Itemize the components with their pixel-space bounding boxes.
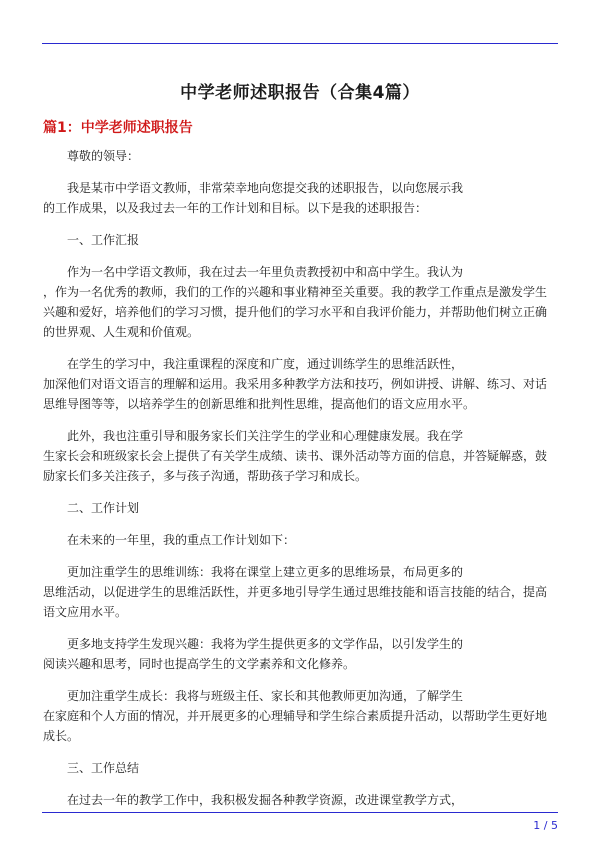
document-body	[43, 146, 563, 822]
paragraph-line: 在未来的一年里，我的重点工作计划如下：	[67, 533, 296, 547]
paragraph-line: 思维活动，以促进学生的思维活跃性，并更多地引导学生通过思维技能和语言技能的结合，提高	[43, 585, 548, 599]
paragraph	[43, 354, 563, 414]
paragraph-line: 的世界观、人生观和价值观。	[43, 325, 200, 339]
paragraph-line: 更加注重学生的思维训练：我将在课堂上建立更多的思维场景，布局更多的	[67, 565, 464, 579]
paragraph-line: 此外，我也注重引导和服务家长们关注学生的学业和心理健康发展。我在学	[67, 429, 464, 443]
paragraph-line: 更加注重学生成长：我将与班级主任、家长和其他教师更加沟通，了解学生	[67, 689, 464, 703]
page-indicator: 1 / 5	[533, 819, 558, 832]
paragraph	[43, 426, 563, 486]
paragraph	[43, 686, 563, 746]
paragraph-line: 语文应用水平。	[43, 605, 128, 619]
paragraph	[43, 758, 563, 778]
section-heading: 篇1：中学老师述职报告	[43, 120, 193, 136]
paragraph-line: ，作为一名优秀的教师，我们的工作的兴趣和事业精神至关重要。我的教学工作重点是激发学生	[43, 285, 548, 299]
paragraph	[43, 146, 563, 166]
paragraph	[43, 790, 563, 810]
paragraph-line: 加深他们对语文语言的理解和运用。我采用多种教学方法和技巧，例如讲授、讲解、练习、对话	[43, 377, 548, 391]
paragraph-line: 思维导图等等，以培养学生的创新思维和批判性思维，提高他们的语文应用水平。	[43, 397, 476, 411]
paragraph-line: 兴趣和爱好，培养他们的学习习惯，提升他们的学习水平和自我评价能力，并帮助他们树立正确	[43, 305, 548, 319]
paragraph-line: 在过去一年的教学工作中，我积极发掘各种教学资源，改进课堂教学方式，	[67, 793, 464, 807]
paragraph-line: 在家庭和个人方面的情况，并开展更多的心理辅导和学生综合素质提升活动，以帮助学生更好地	[43, 709, 548, 723]
paragraph	[43, 562, 563, 622]
paragraph-line: 的工作成果，以及我过去一年的工作计划和目标。以下是我的述职报告：	[43, 201, 428, 215]
document-title: 中学老师述职报告（合集4篇）	[180, 83, 420, 103]
paragraph-line: 生家长会和班级家长会上提供了有关学生成绩、读书、课外活动等方面的信息，并答疑解惑，鼓	[43, 449, 548, 463]
paragraph-line: 二、工作计划	[67, 501, 140, 515]
header-rule	[42, 43, 558, 44]
paragraph-line: 励家长们多关注孩子，多与孩子沟通，帮助孩子学习和成长。	[43, 469, 368, 483]
paragraph	[43, 634, 563, 674]
paragraph	[43, 230, 563, 250]
paragraph-line: 更多地支持学生发现兴趣：我将为学生提供更多的文学作品，以引发学生的	[67, 637, 464, 651]
paragraph	[43, 530, 563, 550]
paragraph-line: 成长。	[43, 729, 80, 743]
paragraph-line: 尊敬的领导：	[67, 149, 140, 163]
paragraph-line: 阅读兴趣和思考，同时也提高学生的文学素养和文化修养。	[43, 657, 356, 671]
paragraph-line: 作为一名中学语文教师，我在过去一年里负责教授初中和高中学生。我认为	[67, 265, 464, 279]
paragraph-line: 在学生的学习中，我注重课程的深度和广度，通过训练学生的思维活跃性，	[67, 357, 464, 371]
paragraph	[43, 262, 563, 342]
paragraph	[43, 498, 563, 518]
footer-rule	[42, 812, 558, 813]
paragraph-line: 三、工作总结	[67, 761, 140, 775]
paragraph-line: 我是某市中学语文教师，非常荣幸地向您提交我的述职报告，以向您展示我	[67, 181, 464, 195]
paragraph	[43, 178, 563, 218]
paragraph-line: 一、工作汇报	[67, 233, 140, 247]
